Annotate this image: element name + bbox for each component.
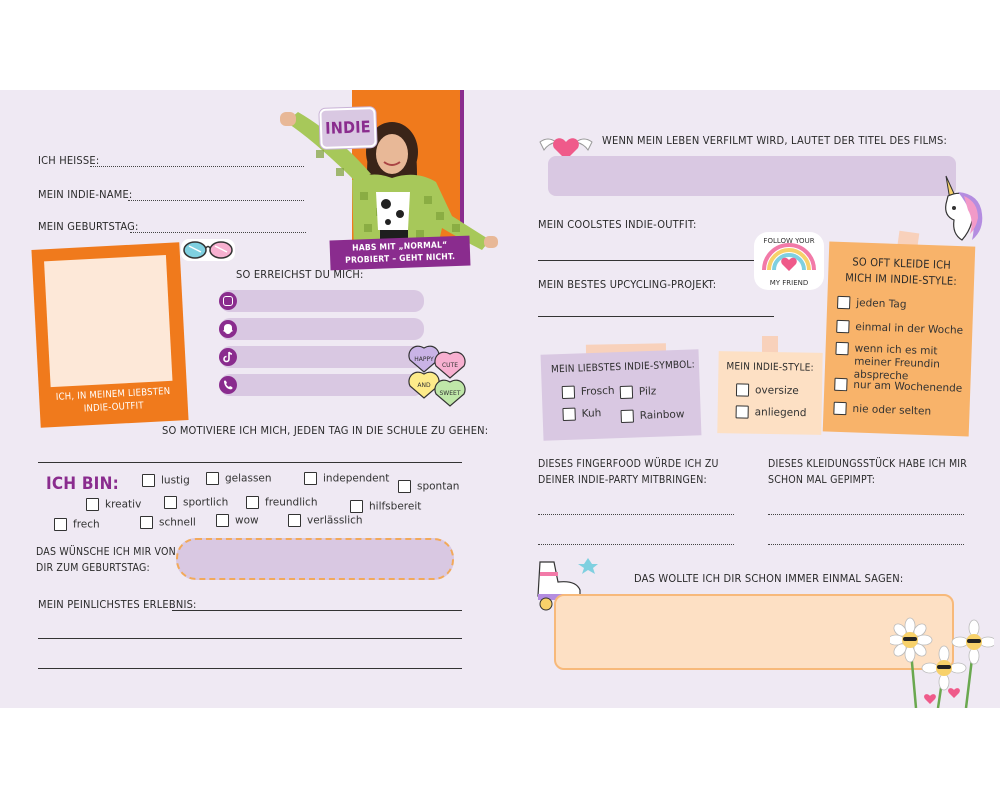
heart-text-sweet: SWEET bbox=[439, 390, 461, 397]
fingerfood-line-2[interactable] bbox=[538, 544, 734, 545]
trait-lustig-box[interactable] bbox=[142, 474, 155, 487]
trait-lustig[interactable] bbox=[142, 474, 190, 487]
trait-independent[interactable] bbox=[304, 472, 389, 485]
indie-name-label: MEIN INDIE-NAME: bbox=[38, 188, 133, 201]
wish-field[interactable] bbox=[176, 538, 454, 580]
follow-heart-icon bbox=[752, 230, 826, 292]
follow-top-text: FOLLOW YOUR bbox=[763, 237, 815, 245]
indie-name-line[interactable] bbox=[128, 200, 304, 201]
phone-icon bbox=[219, 376, 237, 394]
trait-frech-label: frech bbox=[73, 518, 100, 531]
snapchat-field[interactable] bbox=[220, 318, 424, 340]
trait-wow-box[interactable] bbox=[216, 514, 229, 527]
right-page bbox=[500, 90, 1000, 708]
wish-label: DAS WÜNSCHE ICH MIR VON DIR ZUM GEBURTSTAG: bbox=[36, 546, 176, 574]
motivation-line[interactable] bbox=[38, 462, 462, 463]
trait-wow[interactable] bbox=[216, 514, 259, 527]
fingerfood-line-1[interactable] bbox=[538, 514, 734, 515]
style-title: MEIN INDIE-STYLE: bbox=[726, 361, 814, 374]
upcycling-line[interactable] bbox=[538, 316, 774, 317]
follow-bottom-text: MY FRIEND bbox=[769, 279, 809, 287]
instagram-field[interactable] bbox=[220, 290, 424, 312]
upcycling-label: MEIN BESTES UPCYCLING-PROJEKT: bbox=[538, 278, 717, 291]
trait-verlasslich-label: verlässlich bbox=[307, 514, 363, 527]
trait-spontan[interactable] bbox=[398, 480, 459, 493]
book-spread bbox=[0, 90, 1000, 708]
candy-hearts-icon bbox=[406, 344, 472, 412]
instagram-icon bbox=[219, 292, 237, 310]
photo-frame[interactable] bbox=[31, 242, 188, 428]
photo-placeholder bbox=[44, 255, 172, 387]
style-option-oversize[interactable] bbox=[736, 383, 799, 397]
embarrassing-label: MEIN PEINLICHSTES ERLEBNIS: bbox=[38, 598, 197, 611]
girl-photo bbox=[276, 112, 502, 254]
trait-wow-label: wow bbox=[235, 514, 259, 527]
oft-option-2-label: einmal in der Woche bbox=[855, 320, 964, 337]
oft-title: SO OFT KLEIDE ICH MICH IM INDIE-STYLE: bbox=[845, 255, 958, 288]
trait-kreativ-box[interactable] bbox=[86, 498, 99, 511]
phone-field[interactable] bbox=[220, 374, 424, 396]
sagen-label: DAS WOLLTE ICH DIR SCHON IMMER EINMAL SAGEN: bbox=[634, 572, 904, 585]
oft-option-3-label: wenn ich es mit meiner Freundin abspreche bbox=[853, 342, 941, 383]
trait-spontan-box[interactable] bbox=[398, 480, 411, 493]
oft-option-5[interactable] bbox=[833, 402, 931, 418]
embarrassing-line-1[interactable] bbox=[172, 610, 462, 611]
trait-hilfsbereit-label: hilfsbereit bbox=[369, 500, 422, 513]
oft-option-4-box[interactable] bbox=[834, 378, 847, 391]
kleidung-line-1[interactable] bbox=[768, 514, 964, 515]
oft-option-1-box[interactable] bbox=[837, 296, 850, 309]
ich-bin-label: ICH BIN: bbox=[46, 474, 119, 494]
symbol-frosch-label: Frosch bbox=[580, 384, 615, 398]
style-note bbox=[717, 351, 822, 435]
sunglasses-icon bbox=[180, 236, 236, 264]
symbol-rainbow-label: Rainbow bbox=[639, 408, 685, 422]
quote-tag: HABS MIT „NORMAL“ PROBIERT – GEHT NICHT. bbox=[330, 236, 471, 271]
tiktok-icon bbox=[219, 348, 237, 366]
trait-gelassen-label: gelassen bbox=[225, 472, 272, 485]
contact-label: SO ERREICHST DU MICH: bbox=[236, 268, 364, 281]
name-tag: INDIE bbox=[319, 107, 376, 149]
geburtstag-label: MEIN GEBURTSTAG: bbox=[38, 220, 139, 233]
fingerfood-label: DIESES FINGERFOOD WÜRDE ICH ZU DEINER INDIE-PARTY MITBRINGEN: bbox=[538, 458, 719, 486]
symbol-rainbow-box[interactable] bbox=[621, 410, 634, 423]
trait-kreativ-label: kreativ bbox=[105, 498, 142, 511]
trait-lustig-label: lustig bbox=[161, 474, 190, 487]
symbol-option-pilz[interactable] bbox=[620, 385, 657, 399]
daisy-flowers-icon bbox=[890, 616, 994, 708]
trait-freundlich-box[interactable] bbox=[246, 496, 259, 509]
trait-schnell-box[interactable] bbox=[140, 516, 153, 529]
style-anliegend-box[interactable] bbox=[736, 405, 749, 418]
heart-text-and: AND bbox=[417, 382, 431, 389]
trait-gelassen[interactable] bbox=[206, 472, 272, 485]
film-label: WENN MEIN LEBEN VERFILMT WIRD, LAUTET DER TITEL DES FILMS: bbox=[602, 134, 948, 147]
style-oversize-label: oversize bbox=[754, 384, 799, 398]
trait-sportlich-box[interactable] bbox=[164, 496, 177, 509]
embarrassing-line-3[interactable] bbox=[38, 668, 462, 669]
trait-freundlich[interactable] bbox=[246, 496, 317, 509]
photo-caption: ICH, IN MEINEM LIEBSTEN INDIE-OUTFIT bbox=[55, 385, 171, 415]
trait-verlasslich-box[interactable] bbox=[288, 514, 301, 527]
ich-heisse-label: ICH HEISSE: bbox=[38, 154, 100, 167]
symbol-frosch-box[interactable] bbox=[562, 386, 575, 399]
symbol-pilz-box[interactable] bbox=[620, 386, 633, 399]
trait-hilfsbereit[interactable] bbox=[350, 500, 421, 513]
oft-option-5-box[interactable] bbox=[833, 402, 846, 415]
snapchat-icon bbox=[219, 320, 237, 338]
geburtstag-line[interactable] bbox=[130, 232, 306, 233]
symbol-option-rainbow[interactable] bbox=[621, 408, 685, 423]
symbol-pilz-label: Pilz bbox=[638, 385, 657, 398]
oft-option-2-box[interactable] bbox=[836, 320, 849, 333]
trait-kreativ[interactable] bbox=[86, 498, 141, 511]
unicorn-icon bbox=[936, 174, 988, 244]
motivation-label: SO MOTIVIERE ICH MICH, JEDEN TAG IN DIE SCHULE ZU GEHEN: bbox=[162, 424, 489, 437]
kleidung-label: DIESES KLEIDUNGSSTÜCK HABE ICH MIR SCHON MAL GEPIMPT: bbox=[768, 458, 968, 486]
symbol-note bbox=[541, 349, 702, 440]
symbol-kuh-box[interactable] bbox=[562, 408, 575, 421]
trait-spontan-label: spontan bbox=[417, 480, 460, 493]
outfit-line[interactable] bbox=[538, 260, 760, 261]
style-anliegend-label: anliegend bbox=[754, 406, 807, 420]
trait-independent-label: independent bbox=[323, 472, 390, 485]
trait-schnell-label: schnell bbox=[159, 516, 196, 529]
trait-frech-box[interactable] bbox=[54, 518, 67, 531]
symbol-option-frosch[interactable] bbox=[562, 384, 615, 399]
kleidung-line-2[interactable] bbox=[768, 544, 964, 545]
ich-heisse-line[interactable] bbox=[90, 166, 304, 167]
trait-frech[interactable] bbox=[54, 518, 100, 531]
trait-sportlich-label: sportlich bbox=[183, 496, 229, 509]
trait-hilfsbereit-box[interactable] bbox=[350, 500, 363, 513]
outfit-label: MEIN COOLSTES INDIE-OUTFIT: bbox=[538, 218, 697, 231]
trait-schnell[interactable] bbox=[140, 516, 196, 529]
oft-option-1-label: jeden Tag bbox=[856, 296, 907, 311]
heart-text-cute: CUTE bbox=[441, 362, 459, 369]
trait-independent-box[interactable] bbox=[304, 472, 317, 485]
style-oversize-box[interactable] bbox=[736, 383, 749, 396]
oft-note bbox=[823, 242, 976, 437]
oft-option-5-label: nie oder selten bbox=[852, 402, 932, 418]
film-field[interactable] bbox=[548, 156, 956, 196]
trait-gelassen-box[interactable] bbox=[206, 472, 219, 485]
trait-freundlich-label: freundlich bbox=[265, 496, 318, 509]
oft-option-2[interactable] bbox=[836, 320, 963, 337]
trait-sportlich[interactable] bbox=[164, 496, 228, 509]
embarrassing-line-2[interactable] bbox=[38, 638, 462, 639]
style-option-anliegend[interactable] bbox=[736, 405, 807, 419]
tiktok-field[interactable] bbox=[220, 346, 424, 368]
heart-text-happy: HAPPY bbox=[414, 356, 434, 363]
symbol-option-kuh[interactable] bbox=[562, 407, 601, 421]
symbol-title: MEIN LIEBSTES INDIE-SYMBOL: bbox=[550, 359, 696, 376]
symbol-kuh-label: Kuh bbox=[581, 407, 602, 420]
left-page bbox=[0, 90, 500, 708]
oft-option-4-label: nur am Wochenende bbox=[853, 378, 963, 395]
oft-option-1[interactable] bbox=[837, 296, 907, 311]
trait-verlasslich[interactable] bbox=[288, 514, 363, 527]
oft-option-3-box[interactable] bbox=[835, 342, 848, 355]
